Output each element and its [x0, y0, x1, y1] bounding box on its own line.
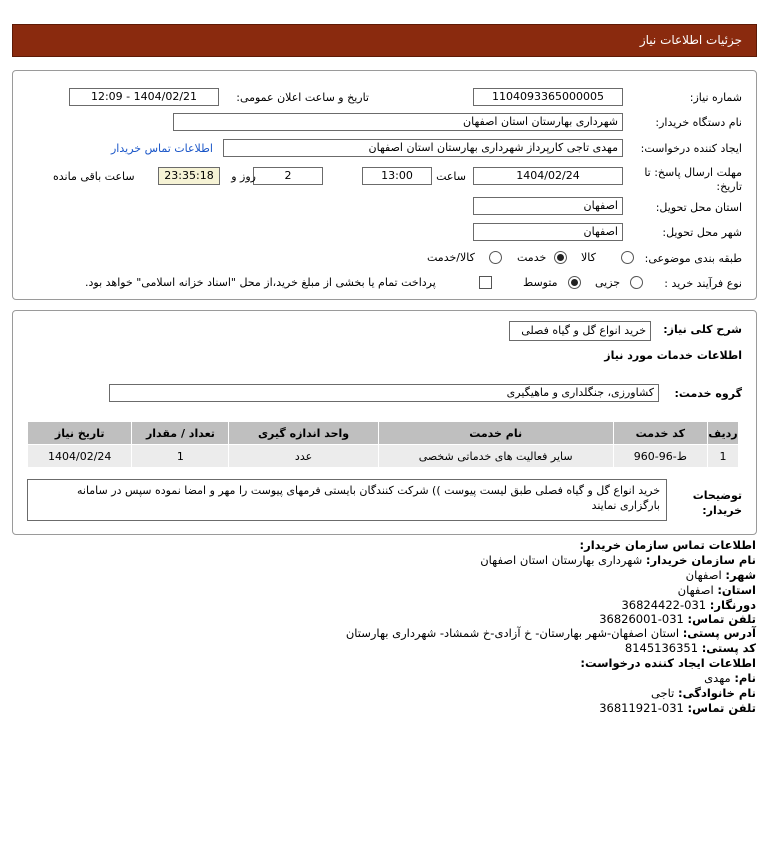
- cell-quantity: 1: [132, 445, 229, 468]
- process-option-minor: جزیی: [595, 276, 621, 289]
- contact-info-link[interactable]: اطلاعات تماس خریدار: [111, 142, 213, 155]
- buyer-notes-box: [27, 479, 667, 521]
- treasury-payment-checkbox[interactable]: [479, 276, 492, 289]
- announce-field: 1404/02/21 - 12:09: [69, 88, 219, 106]
- category-label: طبقه بندی موضوعی:: [644, 252, 742, 265]
- fax-value: 031-36824422: [621, 598, 707, 612]
- family-label: نام خانوادگی:: [678, 686, 756, 700]
- col-service-code: کد خدمت: [613, 422, 707, 445]
- address-label: آدرس پستی:: [682, 626, 756, 640]
- cell-service-name: سایر فعالیت های خدماتی شخصی: [378, 445, 613, 468]
- contact-heading: اطلاعات تماس سازمان خریدار:: [579, 538, 756, 552]
- cell-need-date: 1404/02/24: [28, 445, 132, 468]
- services-table-header: [28, 422, 739, 445]
- services-table: [27, 421, 739, 468]
- category-radio-goods[interactable]: [621, 251, 634, 264]
- col-row: ردیف: [708, 422, 739, 445]
- description-label: شرح کلی نیاز:: [663, 323, 742, 336]
- name-label: نام:: [734, 671, 756, 685]
- province-info-value: اصفهان: [677, 583, 714, 597]
- province-field: اصفهان: [473, 197, 623, 215]
- fax-label: دورنگار:: [709, 598, 756, 612]
- buyer-org-label: نام دستگاه خریدار:: [655, 116, 742, 129]
- time-label: ساعت: [436, 170, 466, 183]
- category-option-goods: کالا: [581, 251, 596, 264]
- process-radio-minor[interactable]: [630, 276, 643, 289]
- remaining-time-field: 23:35:18: [158, 167, 220, 185]
- city-info-label: شهر:: [725, 568, 756, 582]
- city-field: اصفهان: [473, 223, 623, 241]
- category-radio-goods-service[interactable]: [489, 251, 502, 264]
- creator-label: ایجاد کننده درخواست:: [640, 142, 742, 155]
- days-field: 2: [253, 167, 323, 185]
- creator-phone-value: 031-36811921: [599, 701, 684, 715]
- process-radio-medium[interactable]: [568, 276, 581, 289]
- postal-value: 8145136351: [624, 641, 699, 655]
- cell-service-code: ط-96-960: [613, 445, 707, 468]
- category-option-goods-service: کالا/خدمت: [427, 251, 475, 264]
- buyer-notes-text: خرید انواع گل و گیاه فصلی طبق لیست پیوست )) شرکت کنندگان بایستی فرمهای پیوست را مهر و امضا نموده سپس در سامانه بارگزاری نمایند: [76, 484, 660, 512]
- table-row: [28, 445, 739, 468]
- address-value: استان اصفهان-شهر بهارستان- خ آزادی-خ شمشاد- شهرداری بهارستان: [345, 626, 680, 640]
- page-header: [12, 24, 757, 57]
- remaining-label: ساعت باقی مانده: [53, 170, 135, 183]
- cell-unit: عدد: [229, 445, 378, 468]
- description-field: خرید انواع گل و گیاه فصلی: [509, 321, 651, 341]
- need-number-field: 1104093365000005: [473, 88, 623, 106]
- need-number-label: شماره نیاز:: [689, 91, 742, 104]
- phone-label: تلفن تماس:: [687, 612, 756, 626]
- province-info-label: استان:: [717, 583, 756, 597]
- col-unit: واحد اندازه گیری: [229, 422, 378, 445]
- city-info-value: اصفهان: [685, 568, 722, 582]
- need-details-panel: [12, 70, 757, 300]
- org-value: شهرداری بهارستان استان اصفهان: [480, 553, 643, 567]
- cell-row: 1: [708, 445, 739, 468]
- service-group-field: کشاورزی، جنگلداری و ماهیگیری: [109, 384, 659, 402]
- deadline-date-field: 1404/02/24: [473, 167, 623, 185]
- name-value: مهدی: [704, 671, 731, 685]
- category-option-service: خدمت: [517, 251, 547, 264]
- services-heading: اطلاعات خدمات مورد نیاز: [604, 349, 742, 362]
- buyer-org-field: شهرداری بهارستان استان اصفهان: [173, 113, 623, 131]
- buyer-notes-label-1: توضیحات: [692, 489, 742, 502]
- city-label: شهر محل تحویل:: [662, 226, 742, 239]
- creator-heading: اطلاعات ایجاد کننده درخواست:: [580, 656, 756, 670]
- need-description-panel: [12, 310, 757, 535]
- category-radio-service[interactable]: [554, 251, 567, 264]
- deadline-time-field: 13:00: [362, 167, 432, 185]
- deadline-label-1: مهلت ارسال پاسخ: تا: [644, 166, 742, 179]
- creator-phone-label: تلفن تماس:: [687, 701, 756, 715]
- org-label: نام سازمان خریدار:: [645, 553, 756, 567]
- col-service-name: نام خدمت: [378, 422, 613, 445]
- creator-field: مهدی تاجی کارپرداز شهرداری بهارستان استان اصفهان: [223, 139, 623, 157]
- announce-label: تاریخ و ساعت اعلان عمومی:: [236, 91, 369, 104]
- province-label: استان محل تحویل:: [655, 201, 742, 214]
- col-need-date: تاریخ نیاز: [28, 422, 132, 445]
- service-group-label: گروه خدمت:: [674, 387, 742, 400]
- col-quantity: تعداد / مقدار: [132, 422, 229, 445]
- postal-label: کد پستی:: [701, 641, 756, 655]
- days-label: روز و: [231, 170, 256, 183]
- phone-value: 031-36826001: [599, 612, 684, 626]
- page-title: جزئیات اطلاعات نیاز: [639, 33, 742, 47]
- family-value: تاجی: [650, 686, 675, 700]
- buyer-notes-label-2: خریدار:: [702, 504, 742, 517]
- process-label: نوع فرآیند خرید :: [664, 277, 742, 290]
- deadline-label-2: تاریخ:: [716, 180, 742, 193]
- process-option-medium: متوسط: [523, 276, 558, 289]
- treasury-payment-text: پرداخت تمام یا بخشی از مبلغ خرید،از محل "اسناد خزانه اسلامی" خواهد بود.: [85, 276, 436, 289]
